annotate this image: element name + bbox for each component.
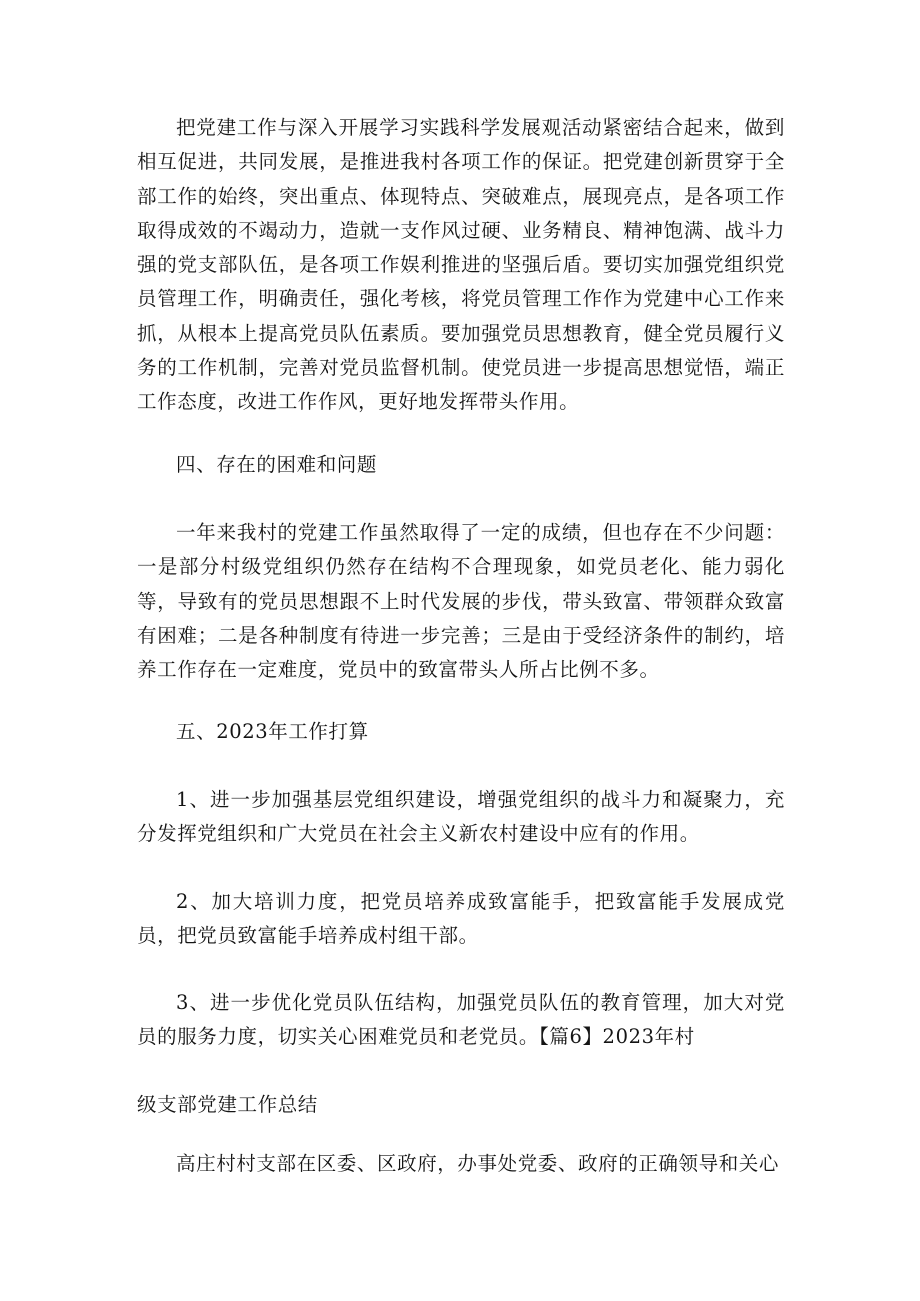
- paragraph-plan-item-3: 3、进一步优化党员队伍结构，加强党员队伍的教育管理，加大对党员的服务力度，切实关心困难党员和老党员。【篇6】2023年村: [137, 991, 785, 1049]
- paragraph-party-building-integration: 把党建工作与深入开展学习实践科学发展观活动紧密结合起来，做到相互促进，共同发展，是推进我村各项工作的保证。把党建创新贯穿于全部工作的始终，突出重点、体现特点、突破难点，展现亮点，是各项工作取得成效的不竭动力，造就一支作风过硬、业务精良、精神饱满、战斗力强的党支部队伍，是各项工作娱利推进的坚强后盾。要切实加强党组织党员管理工作，明确责任，强化考核，将党员管理工作作为党建中心工作来抓，从根本上提高党员队伍素质。要加强党员思想教育，健全党员履行义务的工作机制，完善对党员监督机制。使党员进一步提高思想觉悟，端正工作态度，改进工作作风，更好地发挥带头作用。: [137, 116, 785, 414]
- paragraph-problems: 一年来我村的党建工作虽然取得了一定的成绩，但也存在不少问题：一是部分村级党组织仍然存在结构不合理现象，如党员老化、能力弱化等，导致有的党员思想跟不上时代发展的步伐，带头致富、带领群众致富有困难；二是各种制度有待进一步完善；三是由于受经济条件的制约，培养工作存在一定难度，党员中的致富带头人所占比例不多。: [137, 521, 785, 682]
- section-heading-work-plan: 五、2023年工作打算: [176, 720, 369, 743]
- paragraph-article-intro: 高庄村村支部在区委、区政府，办事处党委、政府的正确领导和关心: [176, 1152, 780, 1175]
- paragraph-plan-item-1: 1、进一步加强基层党组织建设，增强党组织的战斗力和凝聚力，充分发挥党组织和广大党员在社会主义新农村建设中应有的作用。: [137, 788, 785, 846]
- section-heading-difficulties: 四、存在的困难和问题: [176, 453, 378, 476]
- article-title-continuation: 级支部党建工作总结: [137, 1093, 318, 1116]
- paragraph-plan-item-2: 2、加大培训力度，把党员培养成致富能手，把致富能手发展成党员，把党员致富能手培养成村组干部。: [137, 890, 785, 948]
